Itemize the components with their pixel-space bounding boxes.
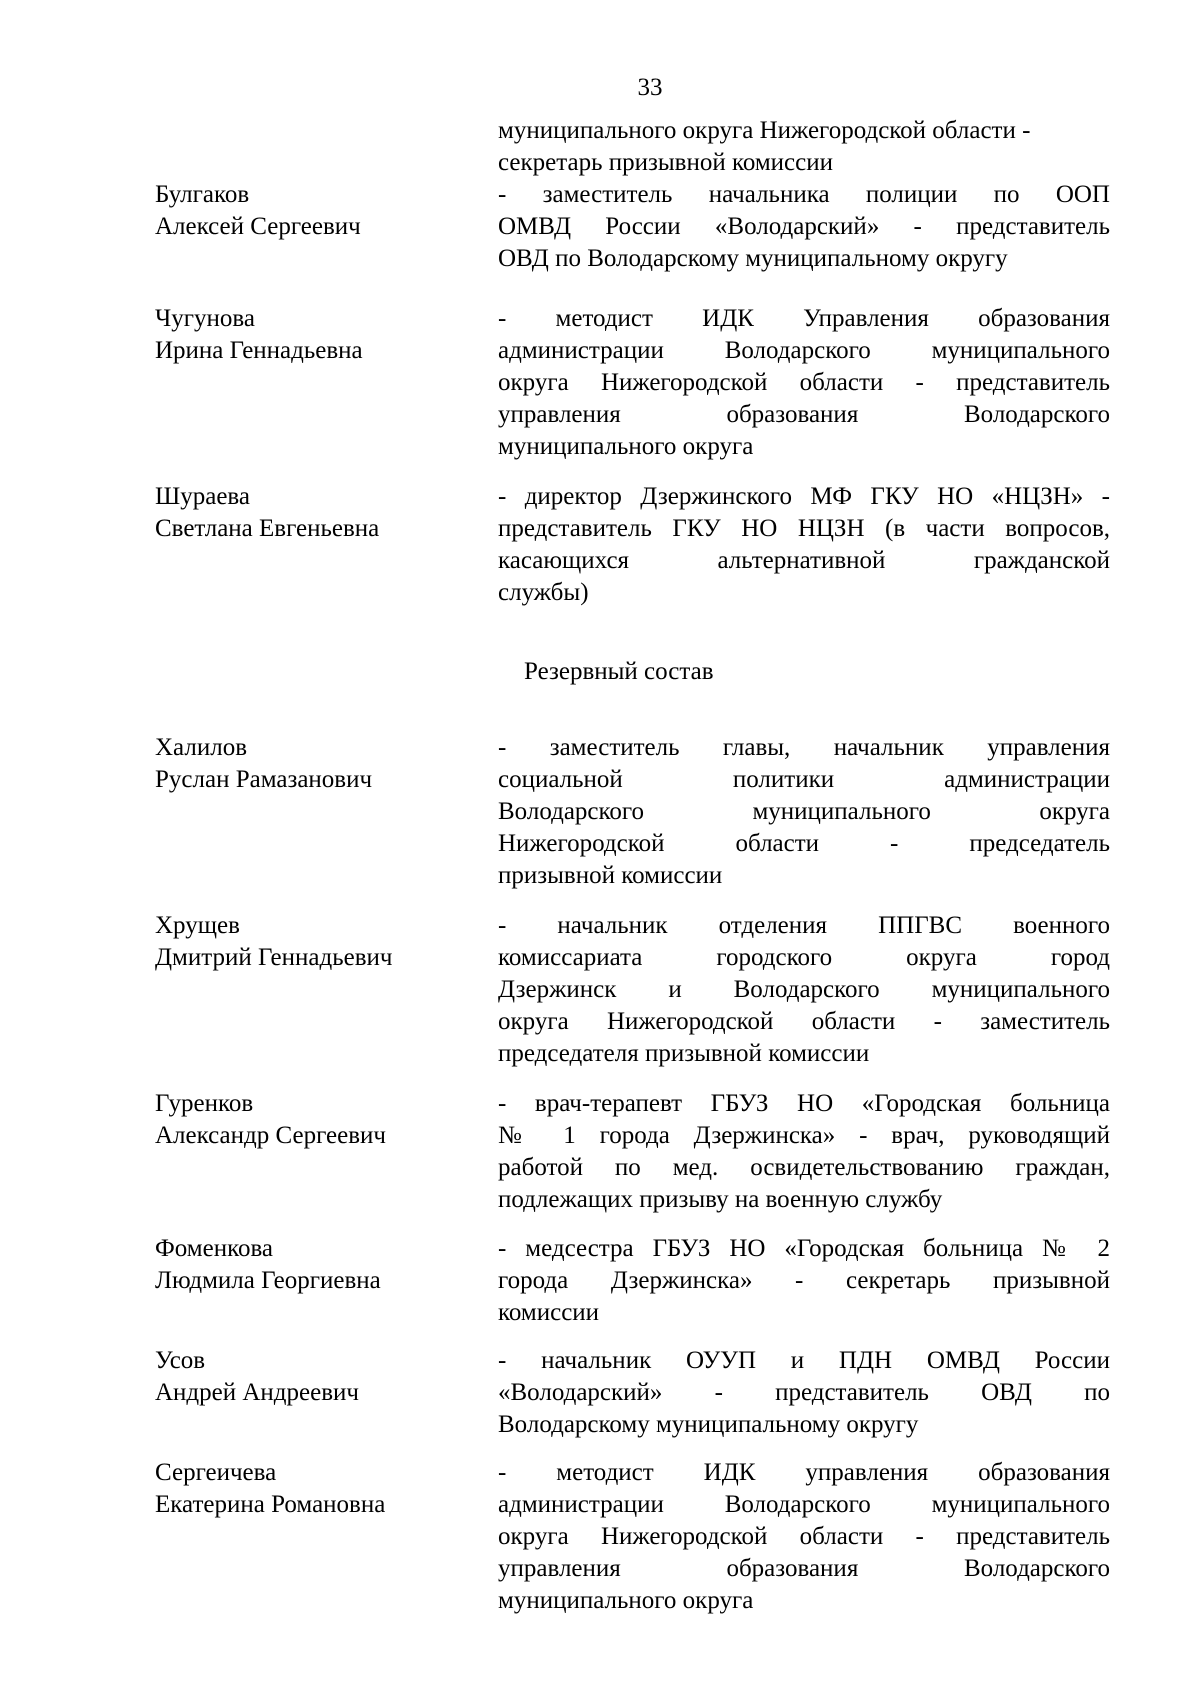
- member-given-names: Людмила Георгиевна: [155, 1267, 381, 1294]
- member-role: [498, 303, 1110, 463]
- member-given-names: Дмитрий Геннадьевич: [155, 944, 393, 971]
- member-surname: Усов: [155, 1347, 206, 1374]
- member-role: [498, 732, 1110, 892]
- text-line: призывной комиссии: [498, 862, 723, 889]
- text-line: - врач-терапевт ГБУЗ НО «Городская больница: [498, 1090, 1110, 1117]
- text-line: муниципального округа: [498, 433, 754, 460]
- text-line: ОМВД России «Володарский» - представитель: [498, 213, 1110, 240]
- text-line: подлежащих призыву на военную службу: [498, 1186, 943, 1213]
- member-role: [498, 1233, 1110, 1329]
- member-name: [155, 1088, 475, 1152]
- text-line: Володарского муниципального округа: [498, 798, 1110, 825]
- text-line: округа Нижегородской области - представитель: [498, 369, 1110, 396]
- member-role: [498, 1088, 1110, 1216]
- member-role: [498, 1345, 1110, 1441]
- carryover-text: [498, 115, 1110, 179]
- member-surname: Гуренков: [155, 1090, 254, 1117]
- text-line: Володарскому муниципальному округу: [498, 1411, 919, 1438]
- member-name: [155, 1345, 475, 1409]
- member-given-names: Ирина Геннадьевна: [155, 337, 363, 364]
- text-line: муниципального округа: [498, 1587, 754, 1614]
- member-surname: Булгаков: [155, 181, 250, 208]
- member-role: [498, 481, 1110, 609]
- text-line: представитель ГКУ НО НЦЗН (в части вопросов,: [498, 515, 1110, 542]
- member-role: [498, 179, 1110, 275]
- text-line: службы): [498, 579, 589, 606]
- text-line: «Володарский» - представитель ОВД по: [498, 1379, 1110, 1406]
- page-number: 33: [637, 74, 663, 101]
- text-line: - методист ИДК Управления образования: [498, 305, 1110, 332]
- text-line: Нижегородской области - председатель: [498, 830, 1110, 857]
- text-line: Дзержинск и Володарского муниципального: [498, 976, 1110, 1003]
- text-line: - директор Дзержинского МФ ГКУ НО «НЦЗН» -: [498, 483, 1110, 510]
- member-given-names: Александр Сергеевич: [155, 1122, 386, 1149]
- member-surname: Сергеичева: [155, 1459, 277, 1486]
- text-line: касающихся альтернативной гражданской: [498, 547, 1110, 574]
- member-name: [155, 179, 475, 243]
- text-line: ОВД по Володарскому муниципальному округу: [498, 245, 1008, 272]
- text-line: № 1 города Дзержинска» - врач, руководящий: [498, 1122, 1110, 1149]
- member-role: [498, 1457, 1110, 1617]
- text-line: - медсестра ГБУЗ НО «Городская больница № 2: [498, 1235, 1110, 1262]
- section-heading: Резервный состав: [524, 658, 714, 685]
- member-given-names: Руслан Рамазанович: [155, 766, 373, 793]
- text-line: секретарь призывной комиссии: [498, 149, 834, 176]
- text-line: председателя призывной комиссии: [498, 1040, 870, 1067]
- member-name: [155, 1233, 475, 1297]
- text-line: - заместитель главы, начальник управления: [498, 734, 1110, 761]
- member-given-names: Светлана Евгеньевна: [155, 515, 380, 542]
- member-surname: Халилов: [155, 734, 248, 761]
- text-line: округа Нижегородской области - представитель: [498, 1523, 1110, 1550]
- text-line: управления образования Володарского: [498, 401, 1110, 428]
- text-line: муниципального округа Нижегородской области -: [498, 117, 1031, 144]
- text-line: комиссариата городского округа город: [498, 944, 1110, 971]
- text-line: комиссии: [498, 1299, 600, 1326]
- text-line: города Дзержинска» - секретарь призывной: [498, 1267, 1110, 1294]
- member-surname: Фоменкова: [155, 1235, 274, 1262]
- text-line: - начальник ОУУП и ПДН ОМВД России: [498, 1347, 1110, 1374]
- text-line: социальной политики администрации: [498, 766, 1110, 793]
- member-given-names: Екатерина Романовна: [155, 1491, 386, 1518]
- text-line: работой по мед. освидетельствованию граждан,: [498, 1154, 1110, 1181]
- member-role: [498, 910, 1110, 1070]
- member-name: [155, 1457, 475, 1521]
- member-given-names: Алексей Сергеевич: [155, 213, 361, 240]
- member-surname: Шураева: [155, 483, 250, 510]
- member-surname: Чугунова: [155, 305, 255, 332]
- text-line: администрации Володарского муниципального: [498, 337, 1110, 364]
- member-given-names: Андрей Андреевич: [155, 1379, 359, 1406]
- text-line: - заместитель начальника полиции по ООП: [498, 181, 1110, 208]
- text-line: - методист ИДК управления образования: [498, 1459, 1110, 1486]
- member-name: [155, 481, 475, 545]
- member-name: [155, 303, 475, 367]
- member-name: [155, 910, 475, 974]
- text-line: администрации Володарского муниципального: [498, 1491, 1110, 1518]
- member-name: [155, 732, 475, 796]
- member-surname: Хрущев: [155, 912, 240, 939]
- text-line: - начальник отделения ППГВС военного: [498, 912, 1110, 939]
- text-line: округа Нижегородской области - заместитель: [498, 1008, 1110, 1035]
- text-line: управления образования Володарского: [498, 1555, 1110, 1582]
